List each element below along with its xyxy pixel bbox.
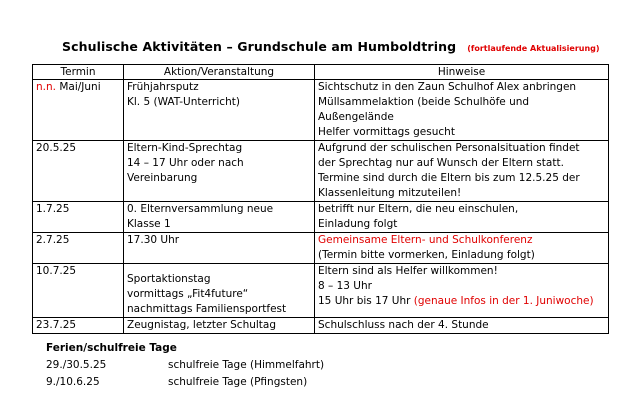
- holidays-section: [46, 340, 324, 391]
- notes-line: der Sprechtag nur auf Wunsch der Eltern statt.: [318, 157, 564, 169]
- action-cell: [124, 318, 315, 334]
- notes-line: Müllsammelaktion (beide Schulhöfe und Außengelände: [318, 96, 530, 123]
- action-line: Klasse 1: [127, 218, 171, 230]
- holiday-label: schulfreie Tage (Himmelfahrt): [168, 359, 325, 371]
- notes-line: Sichtschutz in den Zaun Schulhof Alex anbringen: [318, 81, 577, 93]
- notes-cell: [315, 233, 609, 264]
- table-row: [33, 202, 609, 233]
- notes-highlight: Gemeinsame Eltern- und Schulkonferenz: [318, 234, 533, 246]
- notes-line: Aufgrund der schulischen Personalsituation findet: [318, 142, 580, 154]
- holiday-item: [46, 357, 324, 374]
- holidays-title: Ferien/schulfreie Tage: [46, 342, 177, 354]
- table-row: [33, 264, 609, 318]
- action-line: nachmittags Familiensportfest: [127, 303, 287, 315]
- header-hinweise: Hinweise: [315, 65, 609, 80]
- page-title: Schulische Aktivitäten – Grundschule am Humboldtring: [62, 39, 457, 54]
- action-line: Sportaktionstag: [127, 273, 211, 285]
- table-header-row: [33, 65, 609, 80]
- table-row: [33, 141, 609, 202]
- table-row: [33, 318, 609, 334]
- action-line: vormittags „Fit4future“: [127, 288, 249, 300]
- table-row: [33, 80, 609, 141]
- date-cell: 23.7.25: [33, 318, 124, 334]
- action-cell: [124, 141, 315, 202]
- notes-line: (Termin bitte vormerken, Einladung folgt): [318, 249, 535, 261]
- holiday-date: 29./30.5.25: [46, 359, 107, 371]
- action-cell: [124, 80, 315, 141]
- date-text: Mai/Juni: [56, 81, 101, 93]
- action-cell: [124, 202, 315, 233]
- notes-line: Klassenleitung mitzuteilen!: [318, 187, 462, 199]
- activities-table: [32, 64, 609, 334]
- notes-line: Schulschluss nach der 4. Stunde: [318, 319, 489, 331]
- notes-line: betrifft nur Eltern, die neu einschulen,: [318, 203, 519, 215]
- notes-cell: [315, 141, 609, 202]
- date-cell: [33, 80, 124, 141]
- page-title-line: [62, 36, 600, 55]
- date-prefix: n.n.: [36, 81, 56, 93]
- date-cell: 10.7.25: [33, 264, 124, 318]
- notes-cell: [315, 80, 609, 141]
- action-cell: [124, 233, 315, 264]
- action-line: Eltern-Kind-Sprechtag: [127, 142, 243, 154]
- notes-line: Helfer vormittags gesucht: [318, 126, 455, 138]
- table-row: [33, 233, 609, 264]
- action-line: 17.30 Uhr: [127, 234, 180, 246]
- date-cell: 1.7.25: [33, 202, 124, 233]
- holiday-item: [46, 374, 324, 391]
- action-cell: [124, 264, 315, 318]
- action-line: [127, 264, 311, 272]
- update-note: (fortlaufende Aktualisierung): [467, 44, 600, 53]
- notes-line: Termine sind durch die Eltern bis zum 12.5.25 der: [318, 172, 580, 184]
- notes-cell: [315, 202, 609, 233]
- notes-highlight: (genaue Infos in der 1. Juniwoche): [413, 295, 594, 307]
- holiday-date: 9./10.6.25: [46, 376, 100, 388]
- action-line: Zeugnistag, letzter Schultag: [127, 319, 277, 331]
- notes-line: Eltern sind als Helfer willkommen!: [318, 265, 498, 277]
- action-line: Frühjahrsputz: [127, 81, 199, 93]
- action-line: Kl. 5 (WAT-Unterricht): [127, 96, 240, 108]
- notes-cell: [315, 318, 609, 334]
- action-line: 0. Elternversammlung neue: [127, 203, 274, 215]
- action-line: 14 – 17 Uhr oder nach: [127, 157, 244, 169]
- holiday-label: schulfreie Tage (Pfingsten): [168, 376, 308, 388]
- date-cell: 20.5.25: [33, 141, 124, 202]
- notes-line: [318, 294, 605, 309]
- action-line: Vereinbarung: [127, 172, 198, 184]
- notes-time: 15 Uhr bis 17 Uhr: [318, 295, 414, 307]
- header-termin: Termin: [33, 65, 124, 80]
- notes-line: 8 – 13 Uhr: [318, 280, 372, 292]
- notes-cell: [315, 264, 609, 318]
- date-cell: 2.7.25: [33, 233, 124, 264]
- notes-line: Einladung folgt: [318, 218, 398, 230]
- header-aktion: Aktion/Veranstaltung: [124, 65, 315, 80]
